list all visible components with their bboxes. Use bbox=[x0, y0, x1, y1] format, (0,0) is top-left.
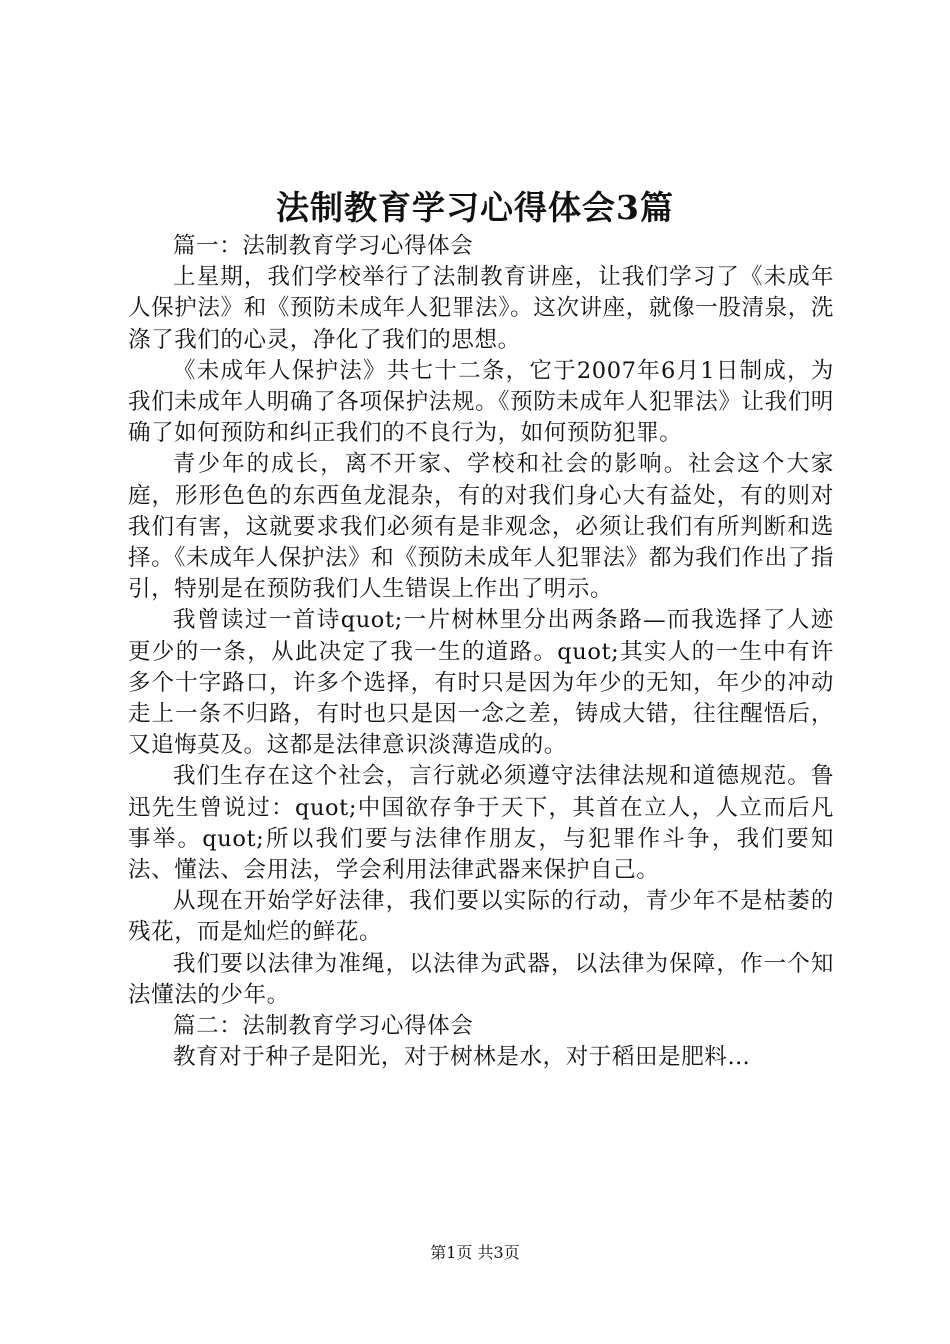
paragraph: 我曾读过一首诗quot;一片树林里分出两条路—而我选择了人迹更少的一条，从此决定了我一生的道路。quot;其实人的一生中有许多个十字路口，许多个选择，有时只是因为年少的无知，年少的冲动走上一条不归路，有时也只是因一念之差，铸成大错，往往醒悟后，又追悔莫及。这都是法律意识淡薄造成的。 bbox=[128, 607, 834, 759]
paragraph: 上星期，我们学校举行了法制教育讲座，让我们学习了《未成年人保护法》和《预防未成年人犯罪法》。这次讲座，就像一股清泉，洗涤了我们的心灵，净化了我们的思想。 bbox=[128, 264, 834, 353]
document-body bbox=[128, 231, 834, 1073]
paragraph: 青少年的成长，离不开家、学校和社会的影响。社会这个大家庭，形形色色的东西鱼龙混杂，有的对我们身心大有益处，有的则对我们有害，这就要求我们必须有是非观念，必须让我们有所判断和选择。《未成年人保护法》和《预防未成年人犯罪法》都为我们作出了指引，特别是在预防我们人生错误上作出了明示。 bbox=[128, 451, 834, 603]
paragraph: 我们生存在这个社会，言行就必须遵守法律法规和道德规范。鲁迅先生曾说过：quot;中国欲存争于天下，其首在立人，人立而后凡事举。quot;所以我们要与法律作朋友，与犯罪作斗争，我们要知法、懂法、会用法，学会利用法律武器来保护自己。 bbox=[128, 763, 834, 884]
paragraph: 《未成年人保护法》共七十二条，它于2007年6月1日制成，为我们未成年人明确了各项保护法规。《预防未成年人犯罪法》让我们明确了如何预防和纠正我们的不良行为，如何预防犯罪。 bbox=[128, 357, 834, 447]
section-heading-2: 篇二：法制教育学习心得体会 bbox=[173, 1013, 474, 1040]
paragraph: 从现在开始学好法律，我们要以实际的行动，青少年不是枯萎的残花，而是灿烂的鲜花。 bbox=[128, 888, 834, 946]
page-footer: 第1页 共3页 bbox=[430, 1243, 520, 1262]
section-heading-1: 篇一：法制教育学习心得体会 bbox=[173, 233, 474, 259]
paragraph: 教育对于种子是阳光，对于树林是水，对于稻田是肥料… bbox=[173, 1044, 751, 1071]
document-title: 法制教育学习心得体会3篇 bbox=[276, 188, 674, 227]
paragraph: 我们要以法律为准绳，以法律为武器，以法律为保障，作一个知法懂法的少年。 bbox=[128, 950, 834, 1008]
